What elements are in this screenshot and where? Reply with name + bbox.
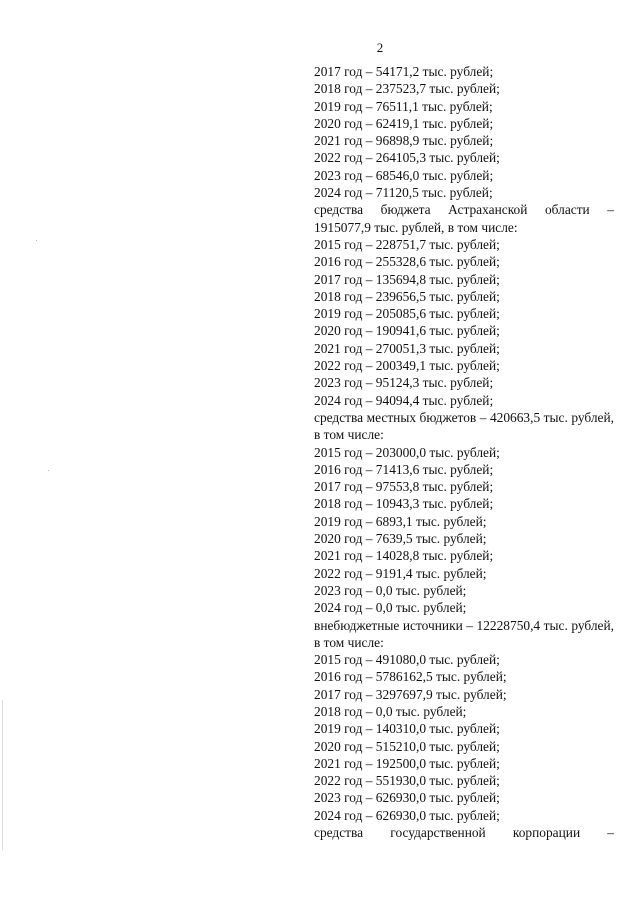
funding-year-line: 2024 год – 94094,4 тыс. рублей; xyxy=(314,392,494,408)
funding-year-line: 2019 год – 205085,6 тыс. рублей; xyxy=(314,306,500,322)
funding-year-line: 2021 год – 192500,0 тыс. рублей; xyxy=(314,755,500,771)
funding-source-heading: средства государственной корпорации – xyxy=(314,825,614,841)
funding-source-heading: средства бюджета Астраханской области – 1915077,9 тыс. рублей, в том числе: xyxy=(314,202,614,235)
funding-year-line: 2022 год – 264105,3 тыс. рублей; xyxy=(314,150,500,166)
funding-year-line: 2018 год – 0,0 тыс. рублей; xyxy=(314,703,467,719)
scan-speck xyxy=(48,470,49,471)
funding-year-line: 2020 год – 190941,6 тыс. рублей; xyxy=(314,323,500,339)
funding-year-line: 2018 год – 10943,3 тыс. рублей; xyxy=(314,496,494,512)
funding-year-line: 2023 год – 95124,3 тыс. рублей; xyxy=(314,375,494,391)
funding-year-line: 2016 год – 5786162,5 тыс. рублей; xyxy=(314,669,507,685)
funding-source-heading: средства местных бюджетов – 420663,5 тыс. рублей, в том числе: xyxy=(314,409,614,443)
funding-year-line: 2019 год – 76511,1 тыс. рублей; xyxy=(314,98,493,114)
funding-year-line: 2024 год – 626930,0 тыс. рублей; xyxy=(314,807,500,823)
funding-year-line: 2022 год – 551930,0 тыс. рублей; xyxy=(314,773,500,789)
funding-text-column xyxy=(314,63,614,841)
funding-year-line: 2020 год – 515210,0 тыс. рублей; xyxy=(314,738,500,754)
scan-speck xyxy=(36,240,37,241)
funding-year-line: 2017 год – 97553,8 тыс. рублей; xyxy=(314,479,494,495)
funding-year-line: 2017 год – 54171,2 тыс. рублей; xyxy=(314,64,494,79)
funding-year-line: 2020 год – 7639,5 тыс. рублей; xyxy=(314,531,487,547)
funding-year-line: 2020 год – 62419,1 тыс. рублей; xyxy=(314,115,494,131)
funding-year-line: 2021 год – 14028,8 тыс. рублей; xyxy=(314,548,494,564)
page-number: 2 xyxy=(376,40,384,55)
funding-year-line: 2015 год – 228751,7 тыс. рублей; xyxy=(314,236,500,252)
funding-year-line: 2016 год – 71413,6 тыс. рублей; xyxy=(314,461,494,477)
funding-year-line: 2024 год – 71120,5 тыс. рублей; xyxy=(314,185,493,201)
funding-year-line: 2023 год – 0,0 тыс. рублей; xyxy=(314,582,467,598)
funding-source-heading: внебюджетные источники – 12228750,4 тыс. рублей, в том числе: xyxy=(314,617,614,650)
funding-year-line: 2018 год – 237523,7 тыс. рублей; xyxy=(314,81,500,97)
funding-year-line: 2017 год – 135694,8 тыс. рублей; xyxy=(314,271,500,287)
scan-speck xyxy=(2,700,3,850)
funding-year-line: 2015 год – 491080,0 тыс. рублей; xyxy=(314,652,500,668)
funding-year-line: 2021 год – 96898,9 тыс. рублей; xyxy=(314,133,494,149)
funding-year-line: 2024 год – 0,0 тыс. рублей; xyxy=(314,600,467,616)
funding-year-line: 2023 год – 626930,0 тыс. рублей; xyxy=(314,790,500,806)
funding-year-line: 2021 год – 270051,3 тыс. рублей; xyxy=(314,340,500,356)
funding-year-line: 2018 год – 239656,5 тыс. рублей; xyxy=(314,288,500,304)
funding-year-line: 2019 год – 6893,1 тыс. рублей; xyxy=(314,513,487,529)
funding-year-line: 2019 год – 140310,0 тыс. рублей; xyxy=(314,721,500,737)
funding-year-line: 2022 год – 9191,4 тыс. рублей; xyxy=(314,565,487,581)
funding-year-line: 2015 год – 203000,0 тыс. рублей; xyxy=(314,444,500,460)
funding-year-line: 2016 год – 255328,6 тыс. рублей; xyxy=(314,254,500,270)
funding-year-line: 2022 год – 200349,1 тыс. рублей; xyxy=(314,358,500,374)
funding-year-line: 2023 год – 68546,0 тыс. рублей; xyxy=(314,167,494,183)
funding-year-line: 2017 год – 3297697,9 тыс. рублей; xyxy=(314,686,507,702)
